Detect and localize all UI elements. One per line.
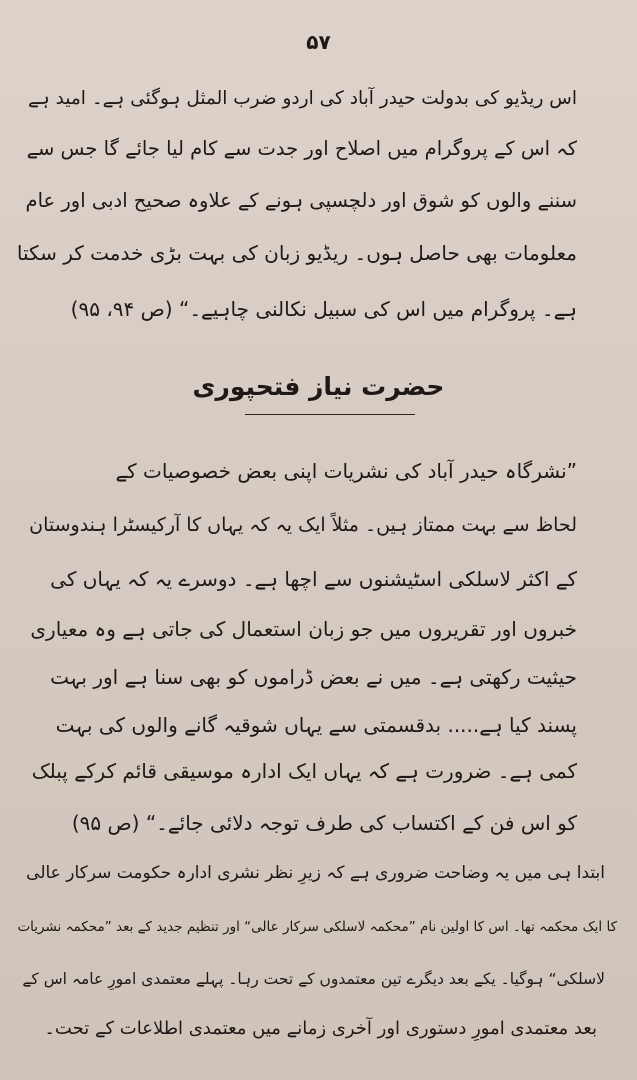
paragraph-1-line: معلومات بھی حاصل ہوں۔ ریڈیو زبان کی بہت بڑی خدمت کر سکتا (16, 241, 577, 265)
paragraph-3-line: کا ایک محکمہ تھا۔ اس کا اولین نام ”محکمہ لاسلکی سرکار عالی“ اور تنظیم جدید کے بعد ”محکمہ نشریات (17, 919, 617, 935)
paragraph-3-line: لاسلکی“ ہوگیا۔ یکے بعد دیگرے تین معتمدوں کے تحت رہا۔ پہلے معتمدی امورِ عامہ اس کے (22, 970, 605, 988)
paragraph-2-line: ”نشرگاہ حیدر آباد کی نشریات اپنی بعض خصوصیات کے (115, 459, 577, 483)
heading-underline (245, 414, 415, 415)
paragraph-2-line: خبروں اور تقریروں میں جو زبان استعمال کی جاتی ہے وہ معیاری (30, 617, 577, 641)
paragraph-2-line: حیثیت رکھتی ہے۔ میں نے بعض ڈراموں کو بھی سنا ہے اور بہت (50, 665, 577, 689)
paragraph-1-line: اس ریڈیو کی بدولت حیدر آباد کی اردو ضرب المثل ہوگئی ہے۔ امید ہے (28, 88, 577, 109)
paragraph-1-line: ہے۔ پروگرام میں اس کی سبیل نکالنی چاہیے۔“ (ص ۹۴، ۹۵) (70, 297, 577, 321)
section-heading: حضرت نیاز فتحپوری (192, 372, 445, 401)
page-number: ۵۷ (306, 30, 331, 54)
paragraph-2-line: کے اکثر لاسلکی اسٹیشنوں سے اچھا ہے۔ دوسرے یہ کہ یہاں کی (50, 567, 577, 591)
paragraph-3-line: بعد معتمدی امورِ دستوری اور آخری زمانے میں معتمدی اطلاعات کے تحت۔ (44, 1018, 597, 1039)
paragraph-2-line: پسند کیا ہے..... بدقسمتی سے یہاں شوقیہ گانے والوں کی بہت (55, 713, 577, 737)
paragraph-2-line: کمی ہے۔ ضرورت ہے کہ یہاں ایک ادارہ موسیقی قائم کرکے پبلک (31, 759, 577, 783)
paragraph-2-line: کو اس فن کے اکتساب کی طرف توجہ دلائی جائے۔“ (ص ۹۵) (71, 811, 577, 835)
paragraph-1-line: سننے والوں کو شوق اور دلچسپی ہونے کے علاوہ صحیح ادبی اور عام (25, 189, 577, 212)
paragraph-1-line: کہ اس کے پروگرام میں اصلاح اور جدت سے کام لیا جائے گا جس سے (26, 137, 577, 160)
paragraph-2-line: لحاظ سے بہت ممتاز ہیں۔ مثلاً ایک یہ کہ یہاں کا آرکیسٹرا ہندوستان (29, 514, 577, 536)
paragraph-3-line: ابتدا ہی میں یہ وضاحت ضروری ہے کہ زیرِ نظر نشری ادارہ حکومت سرکار عالی (26, 863, 605, 883)
